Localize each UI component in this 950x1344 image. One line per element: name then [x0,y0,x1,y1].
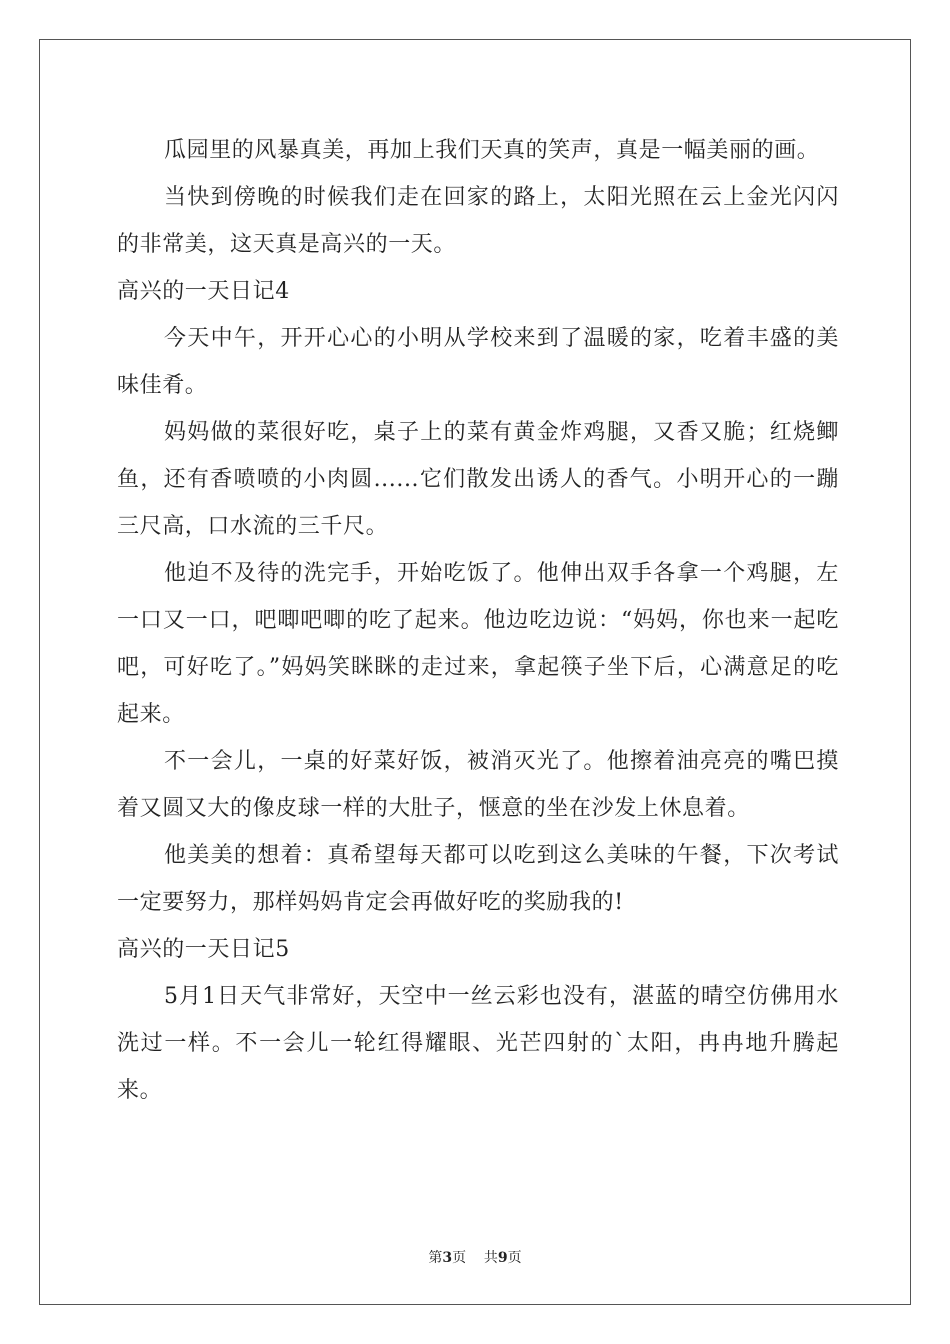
section-heading: 高兴的一天日记4 [117,279,290,304]
paragraph: 妈妈做的菜很好吃，桌子上的菜有黄金炸鸡腿，又香又脆；红烧鲫鱼，还有香喷喷的小肉圆......它们散发出诱人的香气。小明开心的一蹦三尺高，口水流的三千尺。 [117,420,839,539]
paragraph: 不一会儿，一桌的好菜好饭，被消灭光了。他擦着油亮亮的嘴巴摸着又圆又大的像皮球一样的大肚子，惬意的坐在沙发上休息着。 [117,749,839,821]
paragraph: 他美美的想着：真希望每天都可以吃到这么美味的午餐，下次考试一定要努力，那样妈妈肯定会再做好吃的奖励我的! [117,843,839,915]
paragraph: 今天中午，开开心心的小明从学校来到了温暖的家，吃着丰盛的美味佳肴。 [117,326,839,398]
page-footer [0,1247,950,1267]
section-heading: 高兴的一天日记5 [117,937,290,962]
total-pages: 共9页 [483,1250,522,1266]
paragraph: 当快到傍晚的时候我们走在回家的路上，太阳光照在云上金光闪闪的非常美，这天真是高兴的一天。 [117,185,839,257]
paragraph: 瓜园里的风暴真美，再加上我们天真的笑声，真是一幅美丽的画。 [164,138,820,163]
paragraph: 他迫不及待的洗完手，开始吃饭了。他伸出双手各拿一个鸡腿，左一口又一口，吧唧吧唧的吃了起来。他边吃边说：“妈妈，你也来一起吃吧，可好吃了。”妈妈笑眯眯的走过来，拿起筷子坐下后，心满意足的吃起来。 [117,561,839,727]
page-number: 第3页 [428,1250,467,1266]
paragraph: 5月1日天气非常好，天空中一丝云彩也没有，湛蓝的晴空仿佛用水洗过一样。不一会儿一轮红得耀眼、光芒四射的`太阳，冉冉地升腾起来。 [117,984,839,1103]
document-body [117,127,839,1114]
